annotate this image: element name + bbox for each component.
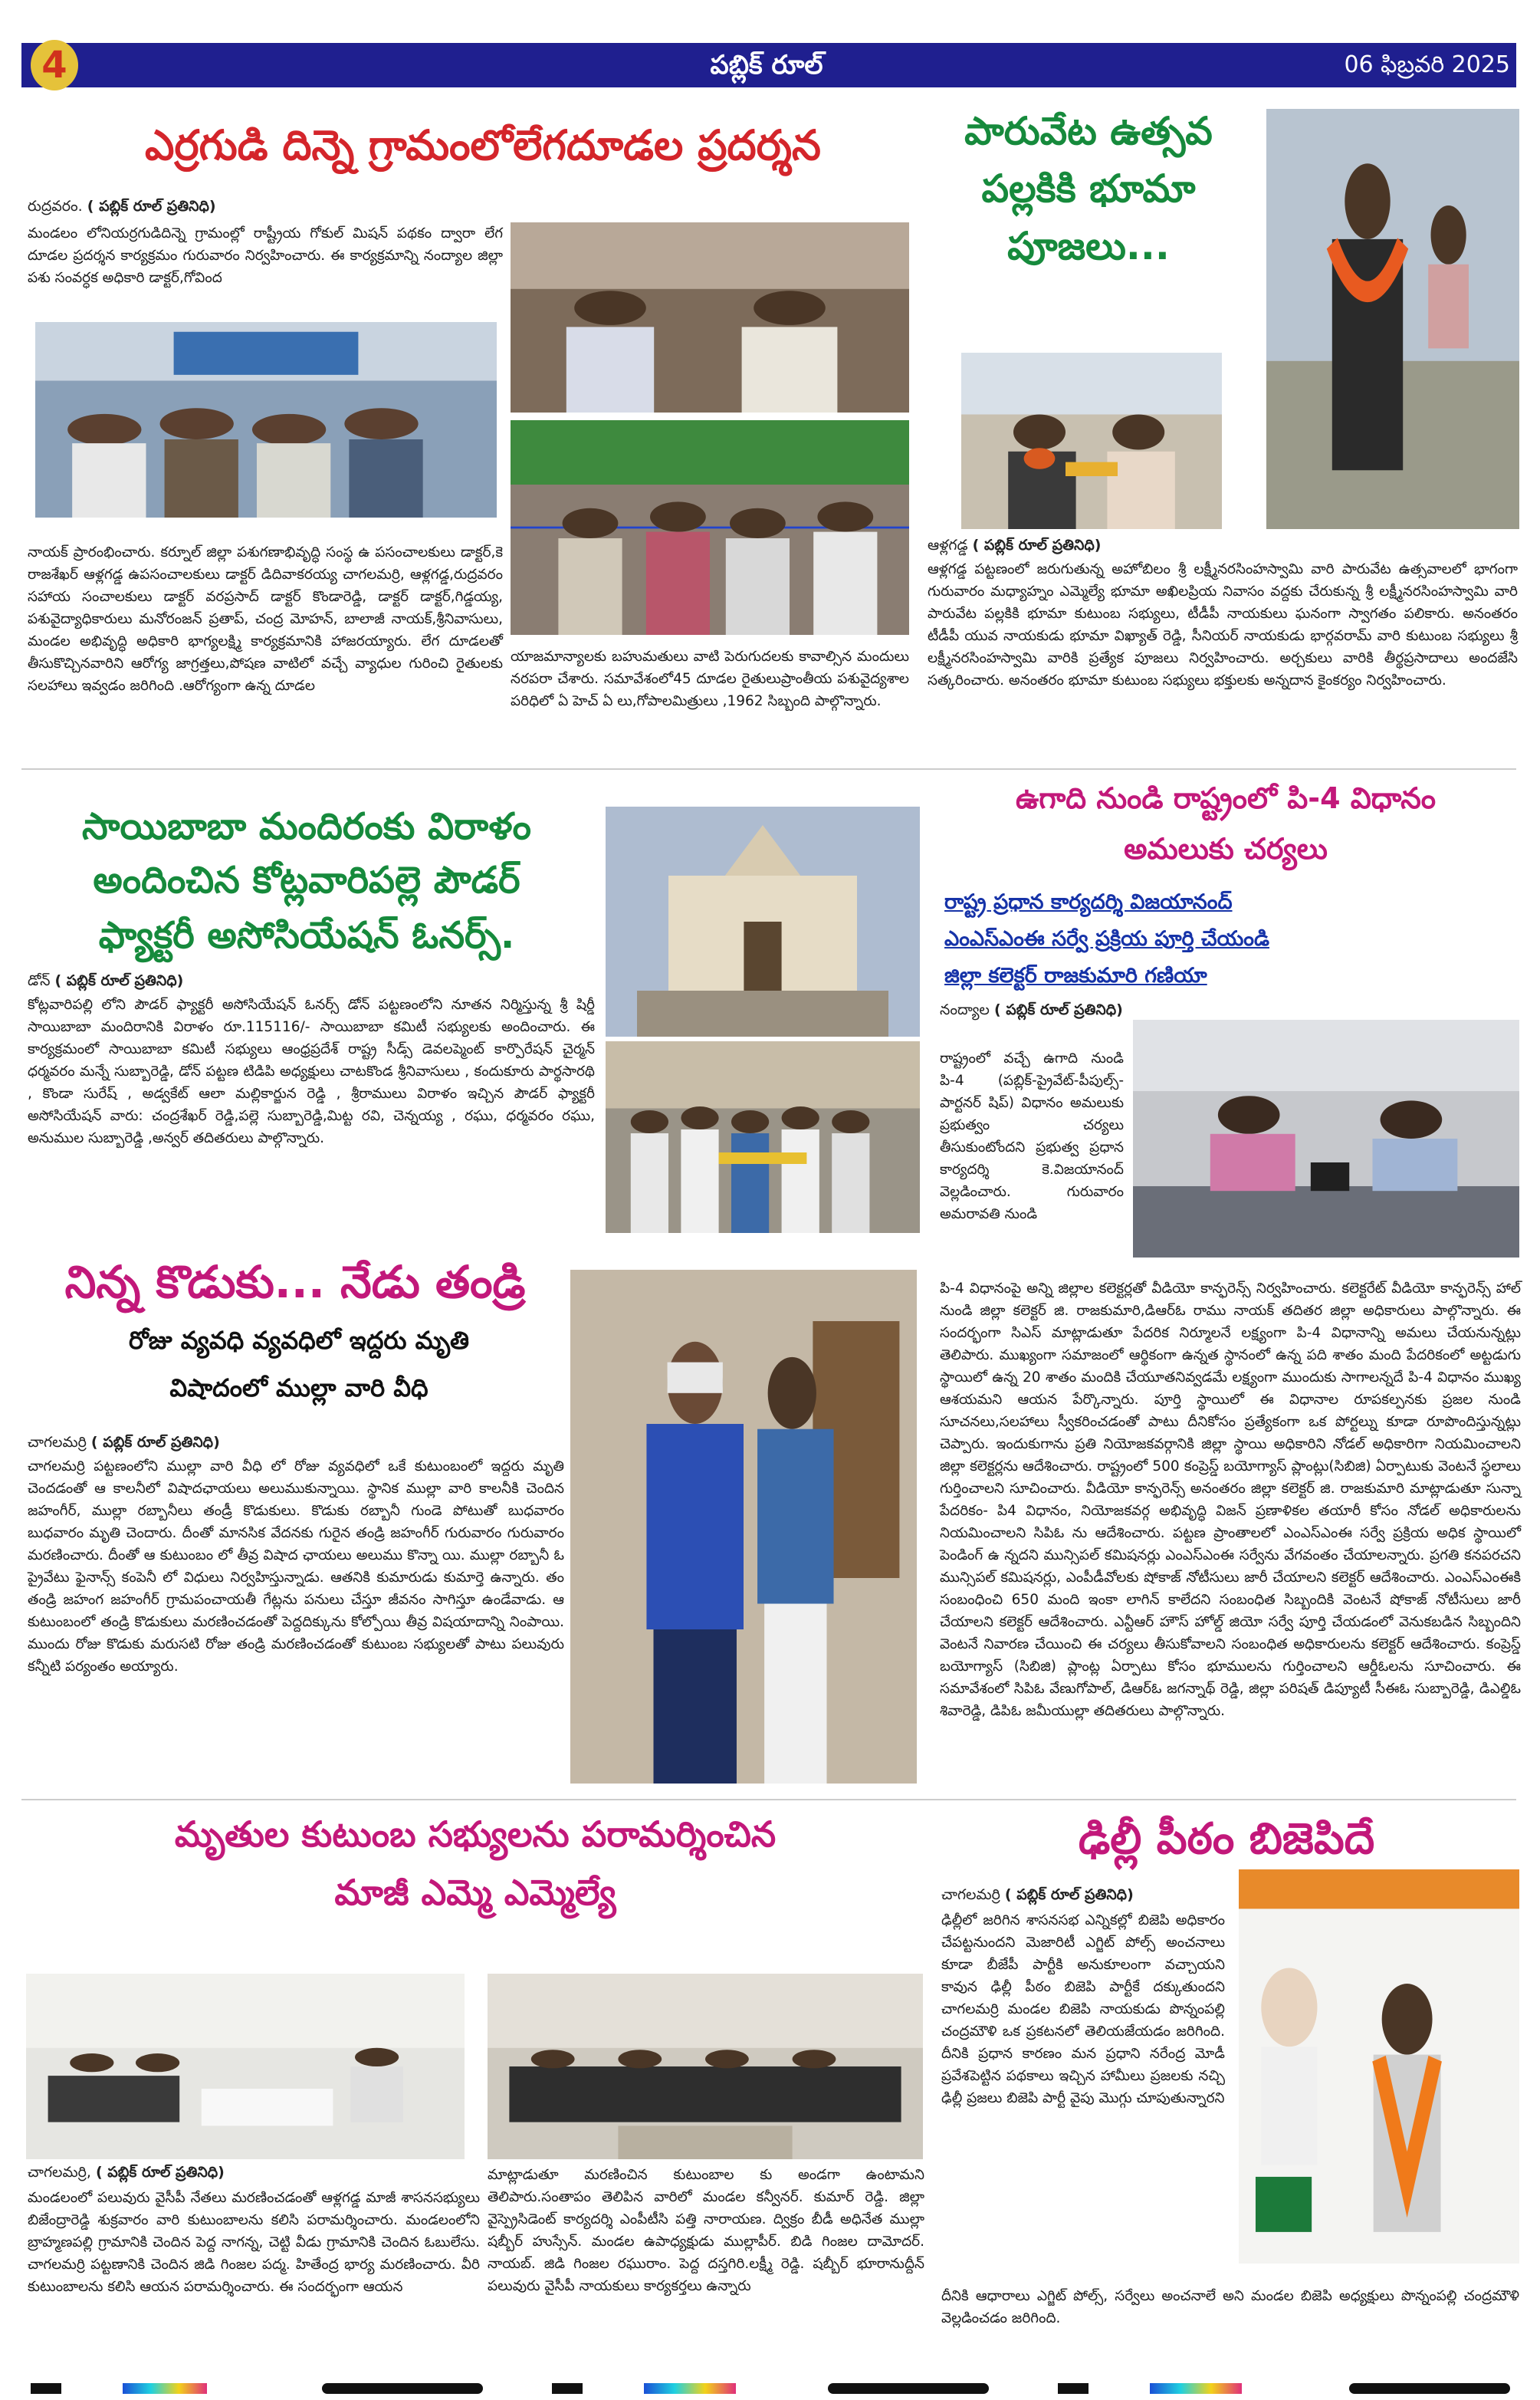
- article5-body: చాగలమర్రి పట్టణంలోని ముల్లా వారి వీధి లో రోజు వ్యవధిలో ఒకే కుటుంబంలో ఇద్దరు మృతి చెందడంతో ఆ కాలనీలో విషాదఛాయలు అలుముకున్నాయి. స్థానిక ముల్లా వారి కాలనీకి చెందిన జహంగీర్, ముల్లా రబ్బానీలు తండ్రీ కొడుకులు. కొడుకు రబ్బానీ గుండె పోటుతో బుధవారం బుధవారం మృతి చెందారు. దీంతో మానసిక వేదనకు గురైన తండ్రి జహంగీర్ గురువారం గురువారం మరణించారు. దీంతో ఆ కుటుంబం లో తీవ్ర విషాద ఛాయలు అలుము కొన్నా యి. ముల్లా రబ్బానీ ఓ ప్రైవేటు ఫైనాన్స్ కంపెనీ లో విధులు నిర్వహిస్తున్నాడు. ఆతనికి కుమారుడు కుమార్తె ఉన్నారు. తం తండ్రి జహంగ జహంగీర్ గ్రామపంచాయతీ గేట్లను పనులు చేస్తూ జీవనం సాగిస్తూ ఉండేవాడు. ఆ కుటుంబంలో తండ్రి కొడుకులు మరణించడంతో పెద్దదిక్కును కోల్పోయి తీవ్ర విషయాదాన్ని నింపాయి. ముందు రోజు కొడుకు మరుసటి రోజు తండ్రి మరణించడంతో కుటుంబ సభ్యులతో పాటు పలువురు కన్నీటి పర్యంతం అయ్యారు.: [28, 1458, 564, 1675]
- footer-strip-1: [31, 2383, 61, 2394]
- article5-headline: నిన్న కొడుకు... నేడు తండ్రి: [64, 1256, 526, 1308]
- page-number: 4: [31, 40, 78, 90]
- crowd-photo: [35, 322, 497, 518]
- byline-source: ( పబ్లిక్ రూల్ ప్రతినిధి): [54, 972, 184, 989]
- article4-subhead1: రాష్ట్ర ప్రధాన కార్యదర్శి విజయానంద్: [944, 890, 1233, 914]
- video-conference-photo: [1133, 1020, 1519, 1258]
- article1-byline: [28, 198, 503, 218]
- article6-byline: [28, 2164, 488, 2184]
- byline-place: రుద్రవరం.: [28, 198, 83, 215]
- byline-source: ( పబ్లిక్ రూల్ ప్రతినిధి): [95, 2164, 225, 2181]
- article5-byline: [28, 1434, 564, 1454]
- article7-headline: ఢిల్లీ పీఠం బిజెపిదే: [1078, 1814, 1375, 1864]
- article1-para3: యాజమాన్యాలకు బహుమతులు వాటి పెరుగుదలకు కావాల్సిన మందులు నరపరా చేశారు. సమావేశంలో45 దూడల రైతులుప్రాంతీయ పశువైద్యశాల పరిధిలో ఏ హెచ్ ఏ లు,గోపాలమిత్రులు ,1962 సిబ్బంది పాల్గొన్నారు.: [511, 649, 909, 709]
- byline-place: చాగలమర్రి: [941, 1886, 1000, 1903]
- bjp-leader-photo: [1239, 1869, 1519, 2264]
- article1-para1: మండలం లోనియర్రగుడిదిన్నె గ్రామంల్లో రాష్ట్రీయ గోకుల్ మిషన్ పథకం ద్వారా లేగ దూడల ప్రదర్శన కార్యక్రమం గురువారం నిర్వహించారు. ఈ కార్యక్రమాన్ని నంద్యాల జిల్లా పశు సంవర్ధక అధికారి డాక్టర్,గోవింద: [28, 225, 503, 286]
- byline-source: ( పబ్లిక్ రూల్ ప్రతినిధి): [972, 537, 1102, 554]
- footer-strip-4: [552, 2383, 583, 2394]
- donation-group-photo: [606, 1041, 920, 1233]
- article7-narrow-text: ఢిల్లీలో జరిగిన శాసనసభ ఎన్నికల్లో బిజెపి అధికారం చేపట్టనుందని మెజారిటీ ఎగ్జిట్ పోల్స్ అంచనాలు కూడా బీజేపీ పార్టీకి అనుకూలంగా వచ్చాయని కావున ఢిల్లీ పీఠం బిజెపి పార్టీకే దక్కుతుందని చాగలమర్రి మండల బిజెపి నాయకుడు పొన్నంపల్లి చంద్రమౌళి ఒక ప్రకటనలో తెలియజేయడం జరిగింది. దీనికి ప్రధాన కారణం మన ప్రధాని నరేంద్ర మోడీ ప్రవేశపెట్టిన పథకాలు ఇచ్చిన హామీలు ప్రజలకు నచ్చి ఢిల్లీ ప్రజలు బిజెపి పార్టీ వైపు మొగ్గు చూపుతున్నారని: [941, 1912, 1225, 2106]
- byline-source: ( పబ్లిక్ రూల్ ప్రతినిధి): [90, 1434, 220, 1451]
- article6-col1: మండలంలో పలువురు వైసీపీ నేతలు మరణించడంతో ఆళ్లగడ్డ మాజీ శాసనసభ్యులు బిజేంద్రారెడ్డి శుక్రవారం వారి కుటుంబాలను కలిసి పరామర్శించారు. మండలంలోని బ్రాహ్మణపల్లి గ్రామానికి చెందిన పెద్ద నాగన్న, చెట్టి వీడు గ్రామానికి చెందిన ఓబులేసు. చాగలమర్రి పట్టణానికి చెందిన జిడి గింజల పద్మ. హితేంద్ర భార్య మరణించారు. వీరి కుటుంబాలను కలిసి ఆయన పరామర్శించారు. ఈ సందర్భంగా ఆయన: [28, 2190, 480, 2295]
- byline-source: ( పబ్లిక్ రూల్ ప్రతినిధి): [87, 198, 216, 215]
- article3-headline-line2: అందించిన కోట్లవారిపల్లె పౌడర్: [93, 859, 520, 902]
- byline-place: చాగలమర్రి,: [28, 2164, 91, 2181]
- byline-place: నంద్యాల: [940, 1001, 990, 1018]
- article2-headline-line3: పూజలు...: [1007, 224, 1170, 268]
- temple-photo: [606, 807, 920, 1037]
- condolence-visit-photo: [26, 1974, 465, 2159]
- article4-narrow-text: రాష్ట్రంలో వచ్చే ఉగాది నుండి పి-4 (పబ్లిక్-ప్రైవేట్-పీపుల్స్-పార్టనర్ షిప్) విధానం అమలుకు ప్రభుత్వం చర్యలు తీసుకుంటోందని ప్రభుత్వ ప్రధాన కార్యదర్శి కె.విజయానంద్ వెల్లడించారు. గురువారం అమరావతి నుండి: [940, 1050, 1124, 1222]
- article3-byline: [28, 972, 595, 992]
- ribbon-cutting-photo: [511, 420, 909, 635]
- two-men-photo: [570, 1270, 917, 1784]
- byline-place: డోన్: [28, 972, 51, 989]
- article5-subhead1: రోజు వ్యవధి వ్యవధిలో ఇద్దరు మృతి: [128, 1326, 470, 1355]
- footer-strip-2: [123, 2383, 207, 2394]
- article2-byline: [928, 537, 1518, 557]
- article3-body: కోట్లవారిపల్లి లోని పౌడర్ ఫ్యాక్టరీ అసోసియేషన్ ఓనర్స్ డోన్ పట్టణంలోని నూతన నిర్మిస్తున్న శ్రీ షిర్డీ సాయిబాబా మందిరానికి విరాళం రూ.115116/- సాయిబాబా కమిటీ సభ్యులకు అందించారు. ఈ కార్యక్రమంలో సాయిబాబా కమిటీ సభ్యులు ఆంధ్రప్రదేశ్ రాష్ట్ర సీడ్స్ డెవలప్మెంట్ కార్పొరేషన్ చైర్మన్ ధర్మవరం మన్నే సుబ్బారెడ్డి, డోన్ పట్టణ టిడిపి అధ్యక్షులు చాటకొండ శ్రీనివాసులు , కందుకూరు పార్థసారథి , కొండా సురేష్ , అడ్వకేట్ ఆలా మల్లికార్జున రెడ్డి , శ్రీరాములు విరాళం ఇచ్చిన పౌడర్ ఫ్యాక్టరీ అసోసియేషన్ వారు: చంద్రశేఖర్ రెడ్డి,పల్లె సుబ్బారెడ్డి,మిట్ట రవి, చెన్నయ్య , రఘు, ధర్మవరం రఘు, అనుముల సుబ్బారెడ్డి ,అన్వర్ తదితరులు పాల్గొన్నారు.: [28, 997, 595, 1146]
- puja-photo: [961, 353, 1222, 529]
- article4-body: పి-4 విధానంపై అన్ని జిల్లాల కలెక్టర్లతో వీడియో కాన్ఫరెన్స్ నిర్వహించారు. కలెక్టరేట్ వీడియో కాన్ఫరెన్స్ హాల్ నుండి జిల్లా కలెక్టర్ జి. రాజకుమారి,డిఆర్ఓ రాము నాయక్ తదితర జిల్లా అధికారులు పాల్గొన్నారు. ఈ సందర్భంగా సిఎస్ మాట్లాడుతూ పేదరిక నిర్మూలనే లక్ష్యంగా పి-4 విధానాన్ని అమలు చేయనున్నట్లు తెలిపారు. ముఖ్యంగా సమాజంలో ఆర్థికంగా ఉన్నత స్థానంలో ఉన్న పది శాతం మంది పేదరికంలో అట్టడుగు స్థాయిలో ఉన్న 20 శాతం మందికి చేయూతనివ్వడమే లక్ష్యంగా ముందుకు సాగాలన్నదే పి-4 విధానం ముఖ్య ఆశయమని ఆయన పేర్కొన్నారు. పూర్తి స్థాయిలో ఈ విధానాల రూపకల్పనకు ప్రజల నుండి సూచనలు,సలహాలు స్వీకరించడంతో పాటు దీనికోసం ప్రత్యేకంగా ఒక పోర్టల్ను కూడా రూపొందిస్తున్నట్లు చెప్పారు. ఇందుకుగాను ప్రతి నియోజకవర్గానికి జిల్లా స్థాయి అధికారిని నోడల్ అధికారిగా నియమించాలని జిల్లా కలెక్టర్లను ఆదేశించారు. రాష్ట్రంలో 500 కంప్రెస్డ్ బయోగ్యాస్ ప్లాంట్లు(సిబిజి) ఏర్పాటుకు వెంటనే స్థలాలు గుర్తించాలని సూచించారు. వీడియో కాన్ఫరెన్స్ అనంతరం జిల్లా కలెక్టర్ జి. రాజకుమారి మాట్లాడుతూ సున్నా పేదరికం- పి4 విధానం, నియోజకవర్గ అభివృద్ధి విజన్ ప్రణాళికల తయారీ కోసం నోడల్ అధికారులను నియమించాలని సిపిఓ ను ఆదేశించారు. పట్టణ ప్రాంతాలలో ఎంఎస్ఎంఈ సర్వే ప్రక్రియ అధిక స్థాయిలో పెండింగ్ ఉ న్నదని మున్సిపల్ కమిషనర్లు ఎంఎస్ఎంఈ సర్వేను వేగవంతం చేయాలన్నారు. ప్రగతి కనపరచని మున్సిపల్ కమిషనర్లు, ఎంపీడీవోలకు షోకాజ్ నోటీసులు జారీ చేయాలని కలెక్టర్ ఆదేశించారు. ఎంఎస్ఎంఈకి సంబంధించి 650 మంది ఇంకా లాగిన్ కాలేదని సంబంధిత సిబ్బందికి వెంటనే షోకాజ్ నోటీసులు జారీ చేయాలని కలెక్టర్ ఆదేశించారు. ఎన్టీఆర్ హౌస్ హోల్డ్ జియో సర్వే పూర్తి చేయడంలో వెనుకబడిన సిబ్బందిని వెంటనే నివారణ చేయించి ఈ చర్యలు తీసుకోవాలని సంబంధిత అధికారులను కలెక్టర్ ఆదేశించారు. కంప్రెస్డ్ బయోగ్యాస్ (సిబిజి) ప్లాంట్ల ఏర్పాటు కోసం భూములను గుర్తించాలని ఆర్డీఓలను సూచించారు. ఈ సమావేశంలో సిపిఓ వేణుగోపాల్, డిఆర్ఓ జగన్నాథ్ రెడ్డి, జిల్లా పరిషత్ డిప్యూటీ సీఈఓ సుబ్బారెడ్డి, డిఎల్డిఓ శివారెడ్డి, డిపిఓ జమీయుల్లా తదితరులు పాల్గొన్నారు.: [940, 1281, 1521, 1719]
- byline-place: ఆళ్లగడ్డ: [928, 537, 968, 554]
- article2-body: ఆళ్లగడ్డ పట్టణంలో జరుగుతున్న అహోబిలం శ్రీ లక్ష్మీనరసింహస్వామి వారి పారువేట ఉత్సవాలలో భాగంగా గురువారం మధ్యాహ్నం ఎమ్మెల్యే భూమా అఖిలప్రియ నివాసం వద్దకు చేరుకున్న శ్రీ లక్ష్మీనరసింహస్వామి వారి పారువేట పల్లకికి భూమా కుటుంబ సభ్యులు, టీడీపీ నాయకులు ఘనంగా స్వాగతం పలికారు. అనంతరం టీడీపీ యువ నాయకుడు భూమా విఖ్యాత్ రెడ్డి, సీనియర్ నాయకుడు భార్గవరామ్ వారి కుటుంబ సభ్యులు శ్రీ లక్ష్మీనరసింహస్వామి వారికి ప్రత్యేక పూజలు నిర్వహించారు. అర్చకులు వారికి తీర్థప్రసాదాలు అందజేసి సత్కరించారు. అనంతరం భూమా కుటుంబ సభ్యులు భక్తులకు అన్నదాన కైంకర్యం నిర్వహించారు.: [928, 561, 1518, 689]
- article2-headline-line2: పల్లకికి భూమా: [981, 166, 1196, 211]
- article6-headline-line1: మృతుల కుటుంబ సభ్యులను పరామర్శించిన: [174, 1813, 777, 1855]
- article4-headline-line2: అమలుకు చర్యలు: [1124, 832, 1328, 866]
- article6-headline-line2: మాజీ ఎమ్మె ఎమ్మెల్యే: [334, 1872, 616, 1913]
- article7-byline: [941, 1886, 1233, 1906]
- byline-source: ( పబ్లిక్ రూల్ ప్రతినిధి): [993, 1001, 1123, 1018]
- footer-strip-9: [1349, 2383, 1510, 2394]
- issue-date: 06 ఫిబ్రవరి 2025: [1344, 51, 1510, 78]
- article1-headline: ఎర్రగుడి దిన్నె గ్రామంలోలేగదూడల ప్రదర్శన: [145, 121, 821, 169]
- section-divider: [21, 1799, 1516, 1800]
- article4-byline: [940, 1001, 1124, 1044]
- article3-headline-line3: ఫ్యాక్టరీ అసోసియేషన్ ఓనర్స్.: [98, 914, 515, 957]
- footer-strip-7: [1058, 2383, 1089, 2394]
- footer-strip-8: [1150, 2383, 1242, 2394]
- article4-subhead2: ఎంఎస్ఎంఈ సర్వే ప్రక్రియ పూర్తి చేయండి: [944, 927, 1269, 951]
- byline-source: ( పబ్లిక్ రూల్ ప్రతినిధి): [1004, 1886, 1134, 1903]
- masthead: పబ్లిక్ రూల్: [710, 50, 823, 81]
- article4-headline: ఉగాది నుండి రాష్ట్రంలో పి-4 విధానం: [1015, 781, 1437, 815]
- footer-strip-3: [322, 2383, 483, 2394]
- article3-headline-line1: సాయిబాబా మందిరంకు విరాళం: [82, 805, 531, 848]
- byline-place: చాగలమర్రి: [28, 1434, 87, 1451]
- footer-strip-6: [828, 2383, 989, 2394]
- garlanded-man-photo: [1266, 109, 1519, 529]
- ceremony-photo: [511, 222, 909, 413]
- section-divider: [21, 768, 1516, 770]
- article4-subhead3: జిల్లా కలెక్టర్ రాజకుమారి గణియా: [944, 964, 1207, 988]
- article5-subhead2: విషాదంలో ముల్లా వారి వీధి: [169, 1373, 429, 1402]
- article6-col2: మాట్లాడుతూ మరణించిన కుటుంబాల కు అండగా ఉంటామని తెలిపారు.సంతాపం తెలిపిన వారిలో మండల కన్వీనర్. కుమార్ రెడ్డి. జిల్లా వైస్ప్రెసిడెంట్ కార్యదర్శి ఎంపీటీసి పత్తి నారాయణ. ద్విక్రం బీడీ అధినేత ముల్లా షబ్బీర్ హుస్సేన్. మండల ఉపాధ్యక్షుడు ముల్లాపీర్. బిడి గింజల దామోదర్. నాయబ్. జిడి గింజల రఘురాం. పెద్ద దస్తగిరి.లక్ష్మీ రెడ్డి. షబ్బీర్ భూరానుద్దీన్ పలువురు వైసీపీ నాయకులు కార్యకర్తలు ఉన్నారు: [488, 2167, 924, 2294]
- article1-para2: నాయక్ ప్రారంభించారు. కర్నూల్ జిల్లా పశుగణాభివృద్ధి సంస్థ ఉ పసంచాలకులు డాక్టర్,కె రాజశేఖర్ ఆళ్లగడ్డ ఉపసంచాలకులు డాక్టర్ డిదివాకరయ్య చాగలమర్రి, ఆళ్లగడ్డ,రుద్రవరం సహాయ సంచాలకులు డాక్టర్ వరప్రసాద్ డాక్టర్ కొండారెడ్డి, డాక్టర్ డాక్టర్,గిడ్డయ్య, పశువైద్యాధికారులు మనోరంజన్ ప్రతాప్, చంద్ర మోహన్, బాలాజీ నాయక్,శ్రీనివాసులు, మండల అభివృద్ధి అధికారి భాగ్యలక్ష్మి కార్యక్రమానికి హాజరయ్యారు. లేగ దూడలతో తీసుకొచ్చినవారిని ఆరోగ్య జాగ్రత్తలు,పోషణ వాటిలో వచ్చే వ్యాధుల గురించి రైతులకు సలహాలు ఇవ్వడం జరిగింది .ఆరోగ్యంగా ఉన్న దూడల: [28, 544, 503, 694]
- footer-strip-5: [644, 2383, 736, 2394]
- article7-tail: దీనికి ఆధారాలు ఎగ్జిట్ పోల్స్, సర్వేలు అంచనాలే అని మండల బిజెపి అధ్యక్షులు పొన్నంపల్లి చంద్రమౌళి వెల్లడించడం జరిగింది.: [941, 2288, 1519, 2326]
- meeting-room-photo: [488, 1974, 923, 2159]
- article2-headline-line1: పారువేట ఉత్సవ: [964, 109, 1213, 153]
